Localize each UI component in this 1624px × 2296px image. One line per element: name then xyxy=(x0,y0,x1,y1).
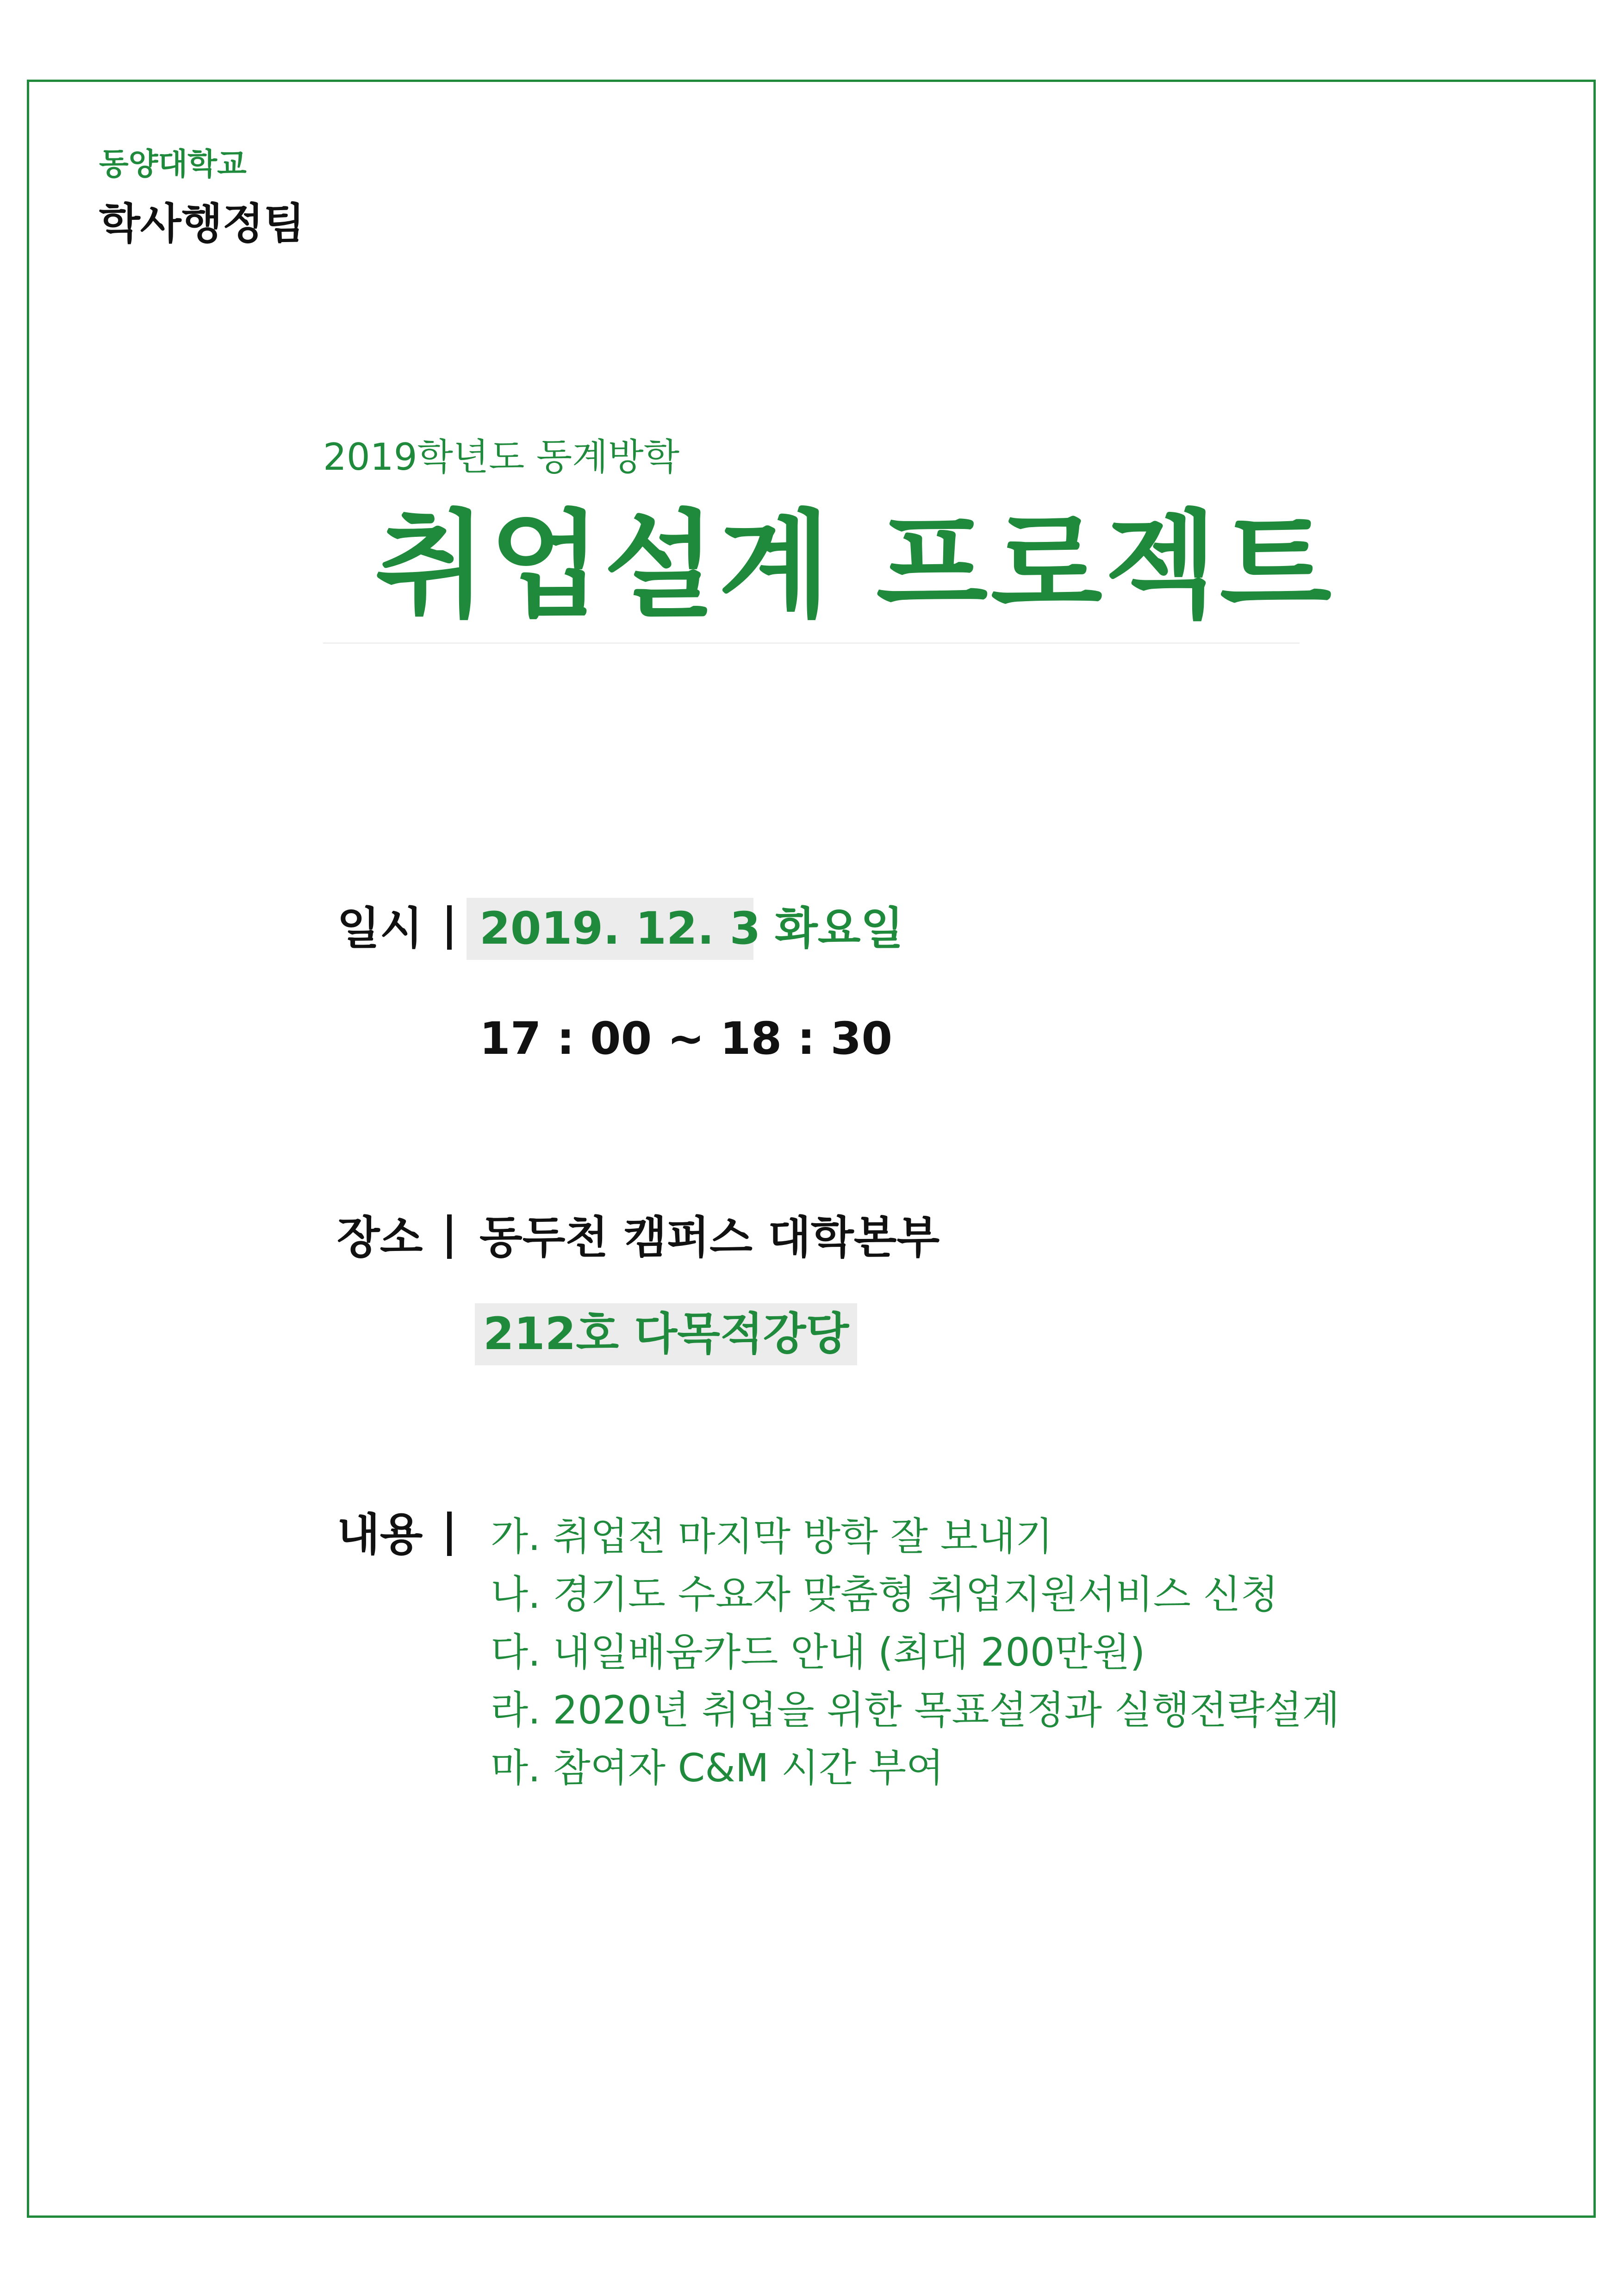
contents-separator xyxy=(447,1512,452,1556)
department-name: 학사행정팀 xyxy=(99,199,305,249)
location-separator xyxy=(447,1214,452,1259)
campus-building: 동두천 캠퍼스 대학본부 xyxy=(479,1212,940,1263)
event-date: 2019. 12. 3 xyxy=(479,902,761,954)
content-item: 다. 내일배움카드 안내 (최대 200만원) xyxy=(491,1630,1145,1675)
page-border-frame xyxy=(27,80,1596,2218)
schedule-separator xyxy=(447,905,452,950)
event-subtitle: 2019학년도 동계방학 xyxy=(323,436,679,479)
content-item: 마. 참여자 C&M 시간 부여 xyxy=(491,1745,944,1791)
content-item: 나. 경기도 수요자 맞춤형 취업지원서비스 신청 xyxy=(491,1572,1278,1617)
schedule-label: 일시 xyxy=(337,902,423,954)
content-item: 가. 취업전 마지막 방학 잘 보내기 xyxy=(491,1514,1053,1559)
content-item: 라. 2020년 취업을 위한 목표설정과 실행전략설계 xyxy=(491,1687,1340,1733)
organization-name: 동양대학교 xyxy=(99,146,247,182)
title-divider xyxy=(323,642,1300,644)
contents-label: 내용 xyxy=(337,1509,423,1561)
event-title: 취업설계 프로젝트 xyxy=(375,498,1335,633)
event-time: 17 : 00 ~ 18 : 30 xyxy=(479,1013,893,1064)
location-label: 장소 xyxy=(337,1212,423,1263)
event-weekday: 화요일 xyxy=(775,902,904,954)
room-name: 212호 다목적강당 xyxy=(483,1308,849,1360)
